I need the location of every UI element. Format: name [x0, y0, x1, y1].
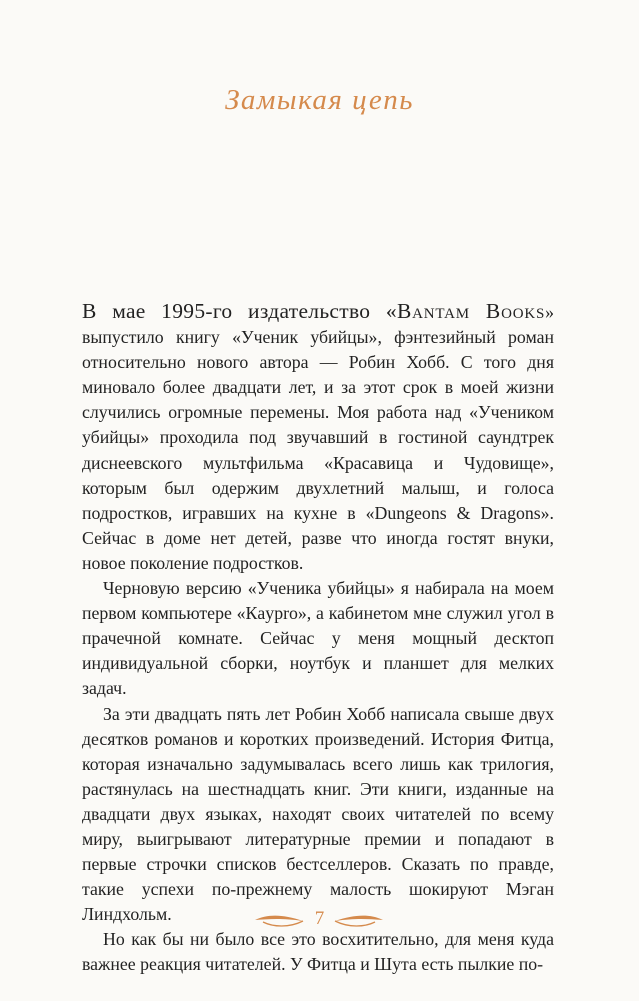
paragraph-4: Но как бы ни было все это восхитительно, для меня куда важнее реакция читателей. У Фитца и Шута есть пылкие по- [82, 929, 554, 975]
paragraph-1-text: » выпустило книгу «Ученик убийцы», фэнтезийный роман относительно нового автора — Робин Хобб. С того дня миновало более двадцати лет, и за этот срок в моей жизни случились огромные перемены. Моя работа над «Учеником убийцы» проходила под звучавший в гостиной саундтрек диснеевского мультфильма «Красавица и Чудовище», которым был одержим двухлетний малыш, и голоса подростков, игравших на кухне в «Dungeons & Dragons». Сейчас в доме нет детей, разве что иногда гостят внуки, новое поколение подростков. [82, 302, 554, 573]
page-number: 7 [314, 908, 325, 929]
body-text [82, 299, 554, 978]
flourish-right-icon [333, 911, 385, 931]
paragraph-2: Черновую версию «Ученика убийцы» я набирала на моем первом компьютере «Кaypro», а кабинетом мне служил угол в прачечной комнате. Сейчас у меня мощный десктоп индивидуальной сборки, ноутбук и планшет для мелких задач. [82, 578, 554, 699]
paragraph-1 [82, 299, 554, 576]
publisher-name: Bantam Books [396, 299, 546, 323]
paragraph-3: За эти двадцать пять лет Робин Хобб написала свыше двух десятков романов и коротких произведений. История Фитца, которая изначально задумывалась всего лишь как трилогия, растянулась на шестнадцать книг. Эти книги, изданные на двадцати двух языках, находят своих читателей по всему миру, выигрывают литературные премии и попадают в первые строчки списков бестселлеров. Сказать по правде, такие успехи по-прежнему малость шокируют Мэган Линдхольм. [82, 703, 554, 925]
page-footer [0, 908, 639, 938]
paragraph-1-lead: В мае 1995-го издательство « [82, 299, 397, 323]
chapter-title: Замыкая цепь [225, 84, 414, 116]
